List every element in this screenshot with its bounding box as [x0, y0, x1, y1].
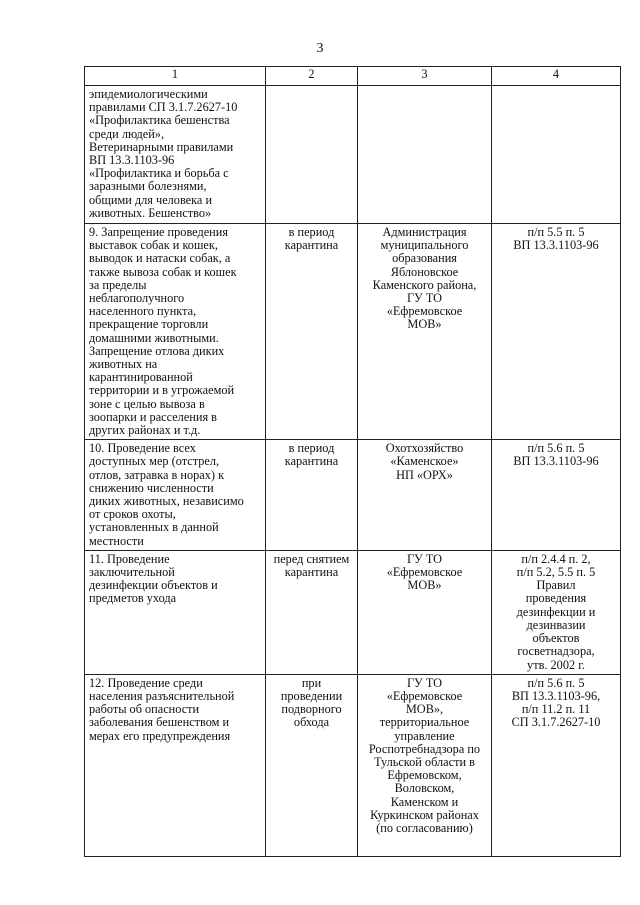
cell-text-line: Охотхозяйство: [385, 441, 464, 456]
cell-text-line: других районах и т.д.: [89, 423, 201, 438]
cell-text-line: проведении: [280, 688, 343, 703]
cell-text-line: 11. Проведение: [89, 551, 170, 566]
cell-text-line: населения разъяснительной: [89, 688, 235, 703]
table-row: [85, 224, 621, 440]
table-cell-3: [358, 224, 492, 440]
cell-text-line: ГУ ТО: [406, 551, 443, 566]
cell-text-line: карантина: [284, 454, 339, 469]
cell-text-line: муниципального: [380, 238, 469, 253]
cell-text-line: Запрещение отлова диких: [89, 343, 225, 358]
cell-text-line: населенного пункта,: [89, 304, 197, 319]
cell-text-line: карантинированной: [89, 370, 193, 385]
cell-text-line: предметов ухода: [89, 591, 177, 606]
cell-text-line: ГУ ТО: [406, 291, 443, 306]
cell-text-line: среди людей»,: [89, 126, 165, 141]
table-cell-1: [85, 224, 266, 440]
cell-text-line: общими для человека и: [89, 192, 213, 207]
cell-text-line: карантина: [284, 238, 339, 253]
cell-text-line: дезинвазии: [526, 617, 586, 632]
table-cell-4: [492, 224, 621, 440]
cell-text-line: МОВ»,: [405, 702, 444, 717]
cell-text-line: ВП 13.3.1103-96: [89, 153, 175, 168]
cell-text-line: местности: [89, 533, 144, 548]
cell-text-line: обхода: [293, 715, 330, 730]
cell-text-line: СП 3.1.7.2627-10: [511, 715, 601, 730]
table-cell-2: [266, 224, 358, 440]
cell-text-line: территории и в угрожаемой: [89, 383, 235, 398]
table-cell-2: [266, 440, 358, 551]
cell-text-line: «Профилактика и борьба с: [89, 166, 229, 181]
cell-text-line: доступных мер (отстрел,: [89, 454, 220, 469]
page-number: 3: [316, 41, 324, 56]
cell-text-line: при: [301, 675, 322, 690]
cell-text-line: домашними животными.: [89, 330, 219, 345]
cell-text-line: 9. Запрещение проведения: [89, 225, 229, 239]
table-cell-3: [358, 440, 492, 551]
table-row: [85, 86, 621, 224]
cell-text-line: заключительной: [89, 565, 175, 580]
table-cell-3: [358, 674, 492, 856]
table-cell-3: [358, 550, 492, 674]
cell-text-line: неблагополучного: [89, 291, 185, 306]
cell-text-line: п/п 5.2, 5.5 п. 5: [516, 565, 596, 580]
cell-text-line: эпидемиологическими: [89, 87, 208, 101]
cell-text-line: госветнадзора,: [517, 644, 595, 659]
cell-text-line: территориальное: [379, 715, 470, 730]
cell-text-line: п/п 2.4.4 п. 2,: [521, 551, 591, 566]
cell-text-line: в период: [288, 225, 335, 239]
table-cell-1: [85, 550, 266, 674]
cell-text-line: прекращение торговли: [89, 317, 209, 332]
cell-text-line: «Ефремовское: [386, 304, 463, 319]
cell-text-line: зоопарки и расселения в: [89, 409, 217, 424]
cell-text-line: в период: [288, 441, 335, 456]
cell-text-line: «Профилактика бешенства: [89, 113, 230, 128]
table-cell-2: [266, 86, 358, 224]
cell-text-line: подворного: [281, 702, 342, 717]
cell-text-line: МОВ»: [407, 578, 442, 593]
cell-text-line: выводок и натаски собак, а: [89, 251, 231, 266]
table-row: [85, 440, 621, 551]
cell-text-line: Воловском,: [394, 781, 455, 796]
table-cell-4: [492, 440, 621, 551]
cell-text-line: отлов, затравка в норах) к: [89, 467, 225, 482]
header-row: [85, 67, 621, 86]
cell-text-line: 10. Проведение всех: [89, 441, 196, 456]
cell-text-line: дезинфекции и: [516, 604, 596, 619]
cell-text-line: от сроков охоты,: [89, 507, 176, 522]
table-row: [85, 674, 621, 856]
cell-text-line: ГУ ТО: [406, 675, 443, 690]
cell-text-line: установленных в данной: [89, 520, 219, 535]
cell-text-line: выставок собак и кошек,: [89, 238, 218, 253]
cell-text-line: п/п 5.5 п. 5: [527, 225, 585, 239]
cell-text-line: снижению численности: [89, 480, 214, 495]
cell-text-line: мерах его предупреждения: [89, 728, 231, 743]
cell-text-line: 12. Проведение среди: [89, 675, 203, 690]
cell-text-line: (по согласованию): [376, 820, 473, 835]
cell-text-line: заразными болезнями,: [89, 179, 207, 194]
cell-text-line: Ефремовском,: [387, 768, 462, 783]
column-header-4: 4: [492, 67, 621, 86]
cell-text-line: проведения: [525, 591, 587, 606]
cell-text-line: работы об опасности: [89, 702, 200, 717]
cell-text-line: Администрация: [382, 225, 467, 239]
cell-text-line: за пределы: [89, 277, 147, 292]
cell-text-line: МОВ»: [407, 317, 442, 332]
cell-text-line: управление: [394, 728, 455, 743]
cell-text-line: карантина: [284, 565, 339, 580]
cell-text-line: заболевания бешенством и: [89, 715, 230, 730]
table-cell-2: [266, 550, 358, 674]
cell-text-line: Яблоновское: [390, 264, 459, 279]
cell-text-line: ВП 13.3.1103-96,: [511, 688, 601, 703]
cell-text-line: Каменского района,: [372, 277, 477, 292]
table-cell-1: [85, 674, 266, 856]
cell-text-line: п/п 5.6 п. 5: [527, 675, 585, 690]
cell-text-line: «Ефремовское: [386, 565, 463, 580]
cell-text-line: животных на: [89, 357, 158, 372]
cell-text-line: п/п 5.6 п. 5: [527, 441, 585, 456]
cell-text-line: «Ефремовское: [386, 688, 463, 703]
measures-table: [84, 66, 621, 857]
table-cell-1: [85, 440, 266, 551]
cell-text-line: правилами СП 3.1.7.2627-10: [89, 100, 238, 115]
table-cell-4: [492, 674, 621, 856]
cell-text-line: диких животных, независимо: [89, 494, 244, 509]
cell-text-line: ВП 13.3.1103-96: [513, 454, 599, 469]
cell-text-line: также вывоза собак и кошек: [89, 264, 237, 279]
cell-text-line: НП «ОРХ»: [396, 467, 453, 482]
cell-text-line: Ветеринарными правилами: [89, 139, 234, 154]
column-header-1: 1: [85, 67, 266, 86]
table-cell-2: [266, 674, 358, 856]
table-row: [85, 550, 621, 674]
cell-text-line: образования: [392, 251, 457, 266]
cell-text-line: дезинфекции объектов и: [89, 578, 218, 593]
table-cell-4: [492, 86, 621, 224]
cell-text-line: п/п 11.2 п. 11: [521, 702, 591, 717]
table-cell-3: [358, 86, 492, 224]
table-cell-4: [492, 550, 621, 674]
column-header-3: 3: [358, 67, 492, 86]
cell-text-line: утв. 2002 г.: [527, 657, 585, 672]
column-header-2: 2: [266, 67, 358, 86]
cell-text-line: Куркинском районах: [370, 807, 479, 822]
cell-text-line: зоне с целью вывоза в: [89, 396, 205, 411]
table-cell-1: [85, 86, 266, 224]
cell-text-line: Роспотребнадзора по: [368, 741, 481, 756]
cell-text-line: «Каменское»: [390, 454, 459, 469]
cell-text-line: Тульской области в: [374, 754, 475, 769]
cell-text-line: перед снятием: [273, 551, 350, 566]
cell-text-line: Правил: [536, 578, 576, 593]
cell-text-line: Каменском и: [390, 794, 459, 809]
cell-text-line: объектов: [532, 631, 580, 646]
cell-text-line: ВП 13.3.1103-96: [513, 238, 599, 253]
cell-text-line: животных. Бешенство»: [89, 205, 212, 220]
